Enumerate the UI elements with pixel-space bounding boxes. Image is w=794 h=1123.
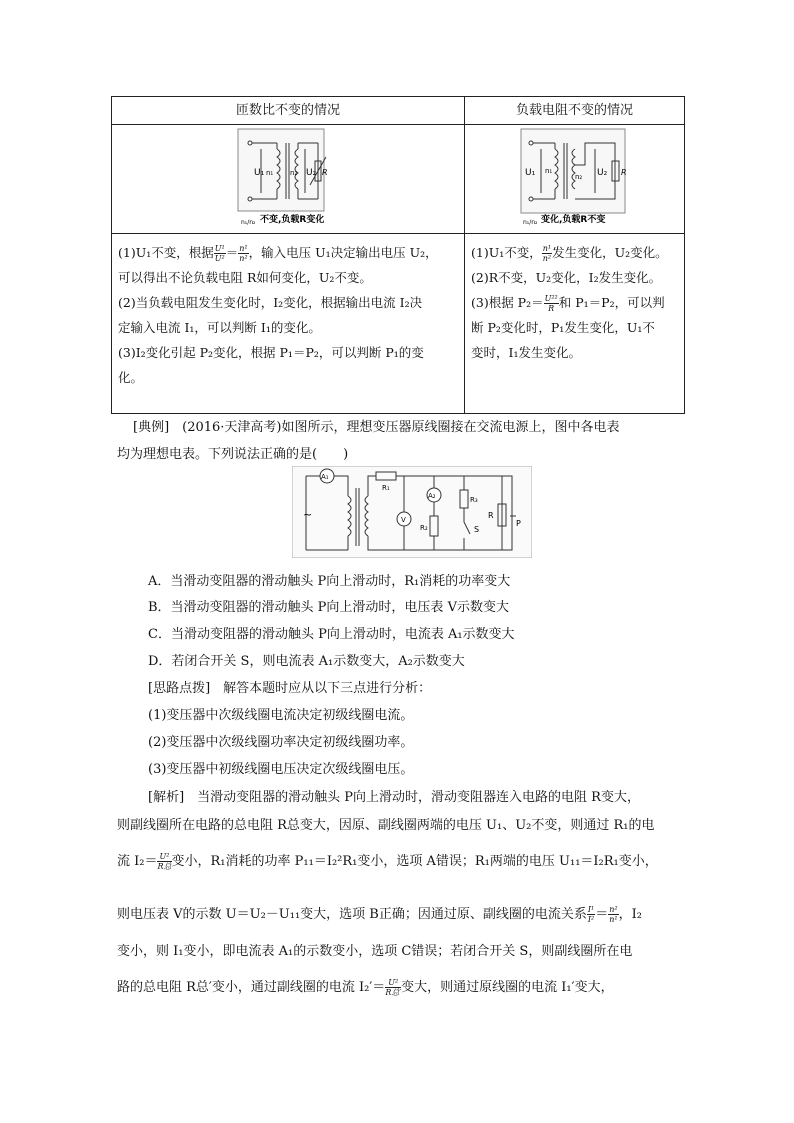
- example-line-1: [典例] (2016·天津高考)如图所示，理想变压器原线圈接在交流电源上，图中各电表: [133, 420, 620, 435]
- right-caption: 变化,负载R不变: [541, 215, 606, 225]
- label-u1: U₁: [254, 168, 265, 178]
- right-line-4: 断 P₂变化时，P₁发生变化，U₁不: [471, 320, 655, 335]
- ammeter-a2: A₂: [428, 492, 436, 500]
- left-caption: 不变,负载R变化: [260, 215, 325, 225]
- label-r3: R₃: [470, 496, 478, 504]
- left-body-cell: [112, 234, 465, 414]
- left-line-5: (3)I₂变化引起 P₂变化，根据 P₁＝P₂，可以判断 P₁的变: [118, 345, 424, 360]
- label-r-slider: R: [488, 511, 494, 520]
- option-d: D．若闭合开关 S，则电流表 A₁示数变大，A₂示数变大: [148, 654, 465, 669]
- label-r2: R₂: [420, 524, 428, 532]
- label-n1: n₁: [266, 169, 274, 177]
- label-r-right: R: [621, 168, 627, 177]
- hint-title: [思路点拨] 解答本题时应从以下三点进行分析：: [148, 681, 432, 696]
- example-line-2: 均为理想电表。下列说法正确的是( ): [117, 447, 349, 462]
- left-header: 匝数比不变的情况: [112, 97, 465, 125]
- label-n1-right: n₁: [545, 167, 553, 175]
- left-line-6: 化。: [118, 370, 144, 385]
- analysis-line-5: 变小，则 I₁变小，即电流表 A₁的示数变小，选项 C错误；若闭合开关 S，则副线圈所在电: [117, 944, 633, 959]
- right-body-cell: [465, 234, 685, 414]
- analysis-line-4: 则电压表 V的示数 U＝U₂－U₁₁变大，选项 B正确；因通过原、副线圈的电流关系 $\frac{\text{I¹}}{\text{I²}}$ ＝ $\frac{\text{n²}}{\text{n¹}}$ ，I₂: [117, 905, 642, 924]
- hint-item-3: (3)变压器中初级线圈电压决定次级线圈电压。: [148, 762, 414, 777]
- left-line-2: 可以得出不论负载电阻 R如何变化，U₂不变。: [118, 270, 372, 285]
- label-u2-right: U₂: [597, 168, 608, 178]
- analysis-line-3: 流 I₂＝ $\frac{\text{U²}}{\text{R总}}$ 变小，R₁消耗的功率 P₁₁＝I₂²R₁变小，选项 A错误；R₁两端的电压 U₁₁＝I₂R₁变小，: [117, 852, 658, 871]
- transformer-diagram-load-change: [112, 125, 464, 229]
- label-s: S: [474, 525, 480, 534]
- option-b: B．当滑动变阻器的滑动触头 P向上滑动时，电压表 V示数变大: [148, 600, 509, 615]
- label-u1-right: U₁: [525, 168, 536, 178]
- left-line-4: 定输入电流 I₁，可以判断 I₁的变化。: [118, 320, 321, 335]
- left-line-1: (1)U₁不变，根据 $\frac{\text{U¹}}{\text{U²}}$ ＝ $\frac{\text{n¹}}{\text{n²}}$ ，输入电压 U₁决定输出电压 U₂，: [118, 244, 438, 263]
- right-figure-cell: [465, 125, 685, 234]
- label-r: R: [322, 168, 328, 177]
- option-c: C．当滑动变阻器的滑动触头 P向上滑动时，电流表 A₁示数变大: [148, 627, 515, 642]
- left-figure-cell: [112, 125, 465, 234]
- option-a: A．当滑动变阻器的滑动触头 P向上滑动时，R₁消耗的功率变大: [148, 574, 511, 589]
- right-line-2: (2)R不变，U₂变化，I₂发生变化。: [471, 270, 662, 285]
- ac-source-symbol: ~: [303, 508, 313, 521]
- label-p: P: [516, 519, 521, 528]
- transformer-diagram-ratio-change: [465, 125, 685, 229]
- caption-frac-right: n₁/n₂: [523, 219, 538, 226]
- analysis-line-2: 则副线圈所在电路的总电阻 R总变大，因原、副线圈两端的电压 U₁、U₂不变，则通过 R₁的电: [117, 818, 655, 833]
- hint-item-1: (1)变压器中次级线圈电流决定初级线圈电流。: [148, 708, 414, 723]
- right-line-3: (3)根据 P₂＝ $\frac{\text{U²²}}{R}$ 和 P₁＝P₂，可以判: [471, 294, 665, 313]
- right-line-1: (1)U₁不变， $\frac{\text{n¹}}{\text{n²}}$ 发生变化，U₂变化。: [471, 244, 668, 263]
- caption-frac: n₁/n₂: [241, 219, 256, 226]
- label-u2: U₂: [306, 168, 317, 178]
- label-r1: R₁: [382, 484, 390, 492]
- hint-item-2: (2)变压器中次级线圈功率决定初级线圈功率。: [148, 735, 414, 750]
- left-line-3: (2)当负载电阻发生变化时，I₂变化，根据输出电流 I₂决: [118, 295, 423, 310]
- ammeter-a1: A₁: [321, 473, 329, 481]
- analysis-line-1: [解析] 当滑动变阻器的滑动触头 P向上滑动时，滑动变阻器连入电路的电阻 R变大，: [148, 790, 640, 805]
- label-n2-right: n₂: [575, 173, 583, 181]
- right-line-5: 变时，I₁发生变化。: [471, 345, 581, 360]
- comparison-table: [111, 96, 685, 414]
- analysis-line-6: 路的总电阻 R总′变小，通过副线圈的电流 I₂′＝ $\frac{\text{U²}}{\text{R总′}}$ 变大，则通过原线圈的电流 I₁′变大，: [117, 978, 614, 997]
- voltmeter-v: V: [401, 516, 406, 524]
- right-header: 负载电阻不变的情况: [465, 97, 685, 125]
- label-n2: n₂: [290, 169, 298, 177]
- example-circuit-diagram: [292, 466, 532, 558]
